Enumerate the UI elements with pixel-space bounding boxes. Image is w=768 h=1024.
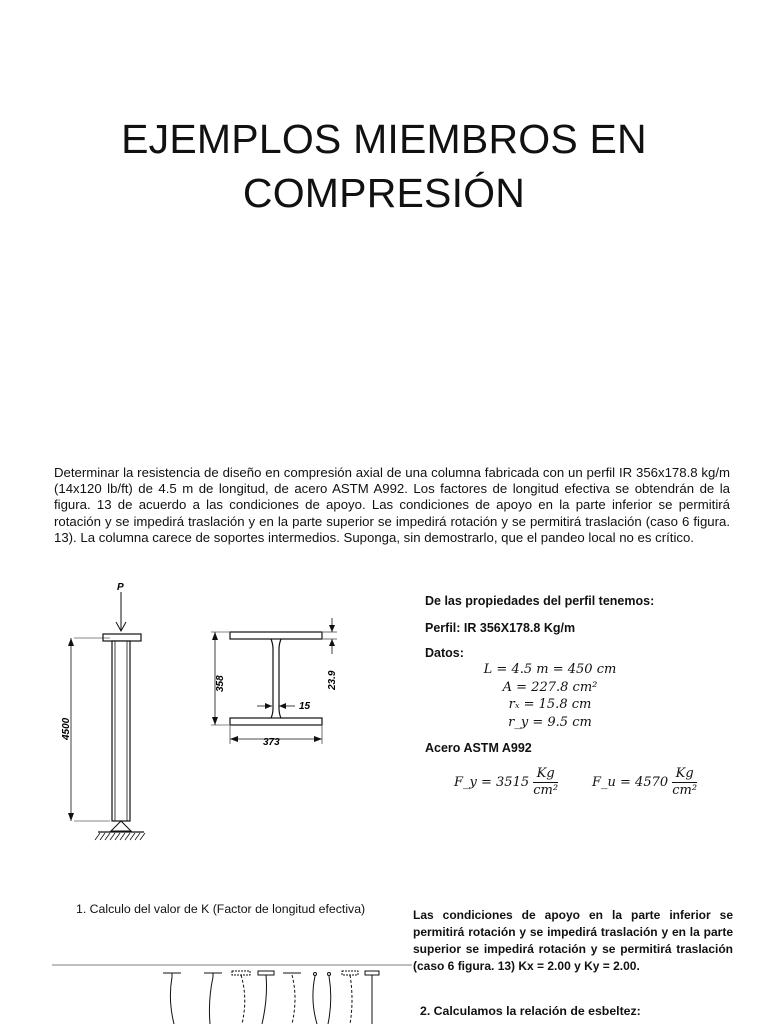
- eq-length: L = 4.5 m = 450 cm: [483, 662, 617, 677]
- data-label: Datos:: [425, 646, 464, 660]
- fu-value: F_u = 4570: [592, 775, 669, 790]
- fu-equation: [592, 766, 697, 799]
- title-line-1: EJEMPLOS MIEMBROS EN: [121, 116, 647, 162]
- depth-label: 358: [215, 675, 226, 692]
- step-1-heading: 1. Calculo del valor de K (Factor de longitud efectiva): [76, 902, 366, 916]
- problem-statement: Determinar la resistencia de diseño en compresión axial de una columna fabricada con un perfil IR 356x178.8 kg/m (14x120 lb/ft) de 4.5 m de longitud, de acero ASTM A992. Los factores de longitud efectiva se obtendrán de la figura. 13 de acuerdo a las condiciones de apoyo. Las condiciones de apoyo en la parte inferior se permitirá rotación y se impedirá traslación y en la parte superior se impedirá rotación y se permitirá traslación (caso 6 figura. 13). La columna carece de soportes intermedios. Suponga, sin demostrarlo, que el pandeo local no es crítico.: [54, 465, 730, 545]
- page-title: [0, 112, 768, 220]
- eq-area: A = 227.8 cm²: [502, 679, 598, 695]
- length-label: 4500: [61, 717, 72, 740]
- width-label: 373: [263, 737, 280, 748]
- fu-unit-num: Kg: [672, 766, 697, 783]
- fy-unit-den: cm²: [533, 783, 559, 798]
- flange-thickness-label: 23.9: [327, 670, 338, 690]
- column-figure: [60, 578, 150, 848]
- equation-block: [445, 661, 655, 731]
- load-label: P: [117, 582, 124, 593]
- fy-unit: [533, 766, 558, 799]
- step-2-heading: 2. Calculamos la relación de esbeltez:: [420, 1004, 641, 1018]
- fy-value: F_y = 3515: [454, 775, 530, 790]
- fy-equation: [454, 766, 558, 799]
- profile-label: Perfil: IR 356X178.8 Kg/m: [425, 621, 576, 635]
- k-factor-figure: [52, 960, 412, 1024]
- title-line-2: COMPRESIÓN: [242, 170, 526, 216]
- properties-heading: De las propiedades del perfil tenemos:: [425, 594, 655, 608]
- web-thickness-label: 15: [299, 701, 311, 712]
- eq-rx: rₓ = 15.8 cm: [508, 697, 592, 712]
- steel-label: Acero ASTM A992: [425, 741, 532, 755]
- support-conditions: Las condiciones de apoyo en la parte inferior se permitirá rotación y se impedirá traslación y en la parte superior se impedirá rotación y se permitirá traslación (caso 6 figura. 13) Kx = 2.00 y Ky = 2.00.: [413, 908, 733, 973]
- fu-unit-den: cm²: [672, 783, 698, 798]
- fu-unit: [672, 766, 697, 799]
- eq-ry: r_y = 9.5 cm: [508, 714, 592, 730]
- section-figure: [205, 614, 365, 754]
- fy-unit-num: Kg: [533, 766, 558, 783]
